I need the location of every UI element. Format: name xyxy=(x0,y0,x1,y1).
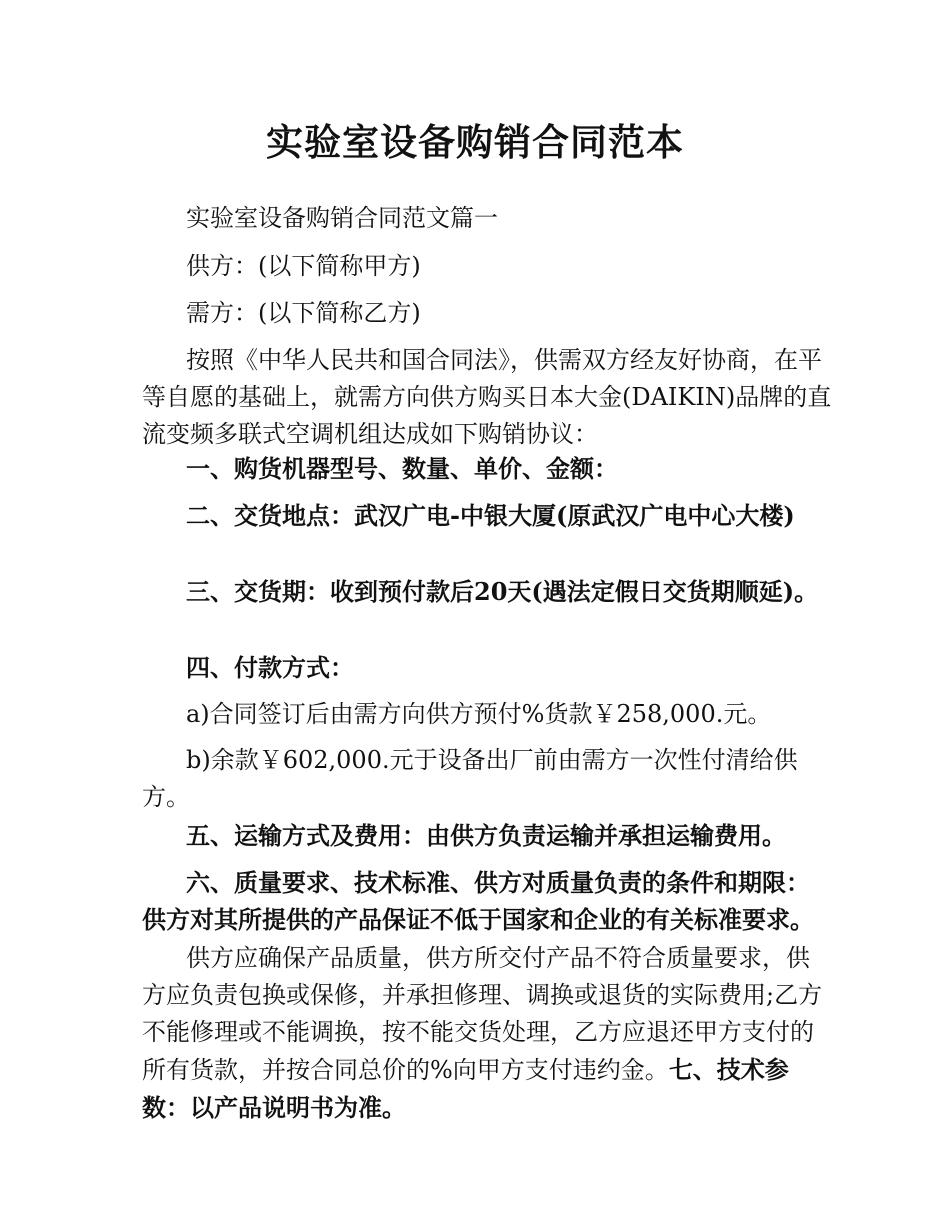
payment-b: b)余款￥602,000.元于设备出厂前由需方一次性付清给供方。 xyxy=(142,746,798,811)
payment-a: a)合同签订后由需方向供方预付%货款￥258,000.元。 xyxy=(186,700,772,728)
section-2-heading: 二、交货地点：武汉广电-中银大厦(原武汉广电中心大楼) xyxy=(186,501,795,530)
section-3-heading: 三、交货期：收到预付款后20天(遇法定假日交货期顺延)。 xyxy=(186,577,819,606)
supplier-line: 供方：(以下简称甲方) xyxy=(186,252,421,280)
buyer-line: 需方：(以下简称乙方) xyxy=(186,299,421,327)
document-title: 实验室设备购销合同范本 xyxy=(266,120,684,164)
quality-clause-text: 供方应确保产品质量，供方所交付产品不符合质量要求，供方应负责包换或保修，并承担修理、调换或退货的实际费用;乙方不能修理或不能调换，按不能交货处理，乙方应退还甲方支付的所有货款，并按合同总价的%向甲方支付违约金。 xyxy=(142,944,823,1084)
section-5-heading: 五、运输方式及费用：由供方负责运输并承担运输费用。 xyxy=(186,821,786,850)
quality-clause xyxy=(142,940,832,1127)
section-1-heading: 一、购货机器型号、数量、单价、金额： xyxy=(186,454,618,483)
subtitle: 实验室设备购销合同范文篇一 xyxy=(186,204,498,232)
intro-paragraph: 按照《中华人民共和国合同法》，供需双方经友好协商，在平等自愿的基础上，就需方向供方购买日本大金(DAIKIN)品牌的直流变频多联式空调机组达成如下购销协议： xyxy=(142,346,832,448)
section-6-heading: 六、质量要求、技术标准、供方对质量负责的条件和期限：供方对其所提供的产品保证不低于国家和企业的有关标准要求。 xyxy=(142,868,814,934)
section-4-heading: 四、付款方式： xyxy=(186,653,354,682)
section-7-heading: 七、技术参数：以产品说明书为准。 xyxy=(142,1055,789,1122)
